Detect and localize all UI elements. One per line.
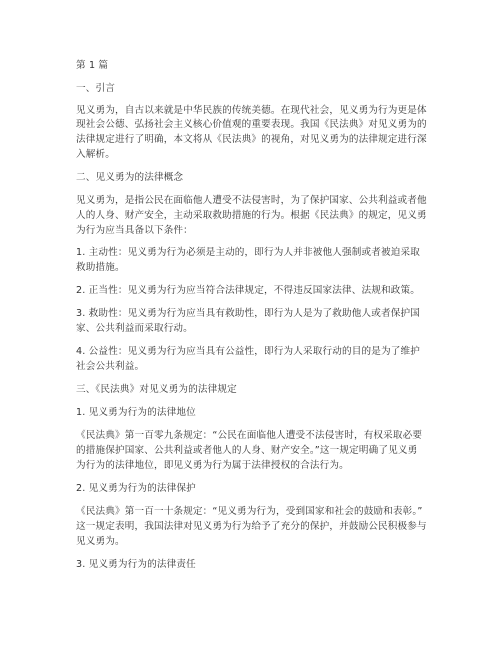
paragraph-line: 《民法典》第一百一十条规定：“见义勇为行为，受到国家和社会的鼓励和表彰。” — [76, 506, 423, 517]
subsection-heading: 1. 见义勇为行为的法律地位 — [76, 407, 196, 418]
paragraph-line: 这一规定表明，我国法律对见义勇为行为给予了充分的保护，并鼓励公民积极参与 — [76, 521, 427, 532]
section-heading: 二、见义勇为的法律概念 — [76, 172, 184, 183]
section-heading: 三、《民法典》对见义勇为的法律规定 — [76, 384, 237, 395]
paragraph-line: 的措施保护国家、公共利益或者他人的人身、财产安全。”这一规定明确了见义勇 — [76, 445, 418, 456]
subsection-heading: 2. 见义勇为行为的法律保护 — [76, 483, 196, 494]
list-item-continuation: 家、公共利益而采取行动。 — [76, 323, 193, 334]
paragraph-line: 见义勇为，是指公民在面临他人遭受不法侵害时，为了保护国家、公共利益或者他 — [76, 195, 427, 206]
page-label: 第 1 篇 — [76, 60, 109, 71]
paragraph-line: 入解析。 — [76, 149, 115, 160]
list-item: 2. 正当性：见义勇为行为应当符合法律规定，不得违反国家法律、法规和政策。 — [76, 285, 420, 296]
list-item: 1. 主动性：见义勇为行为必须是主动的，即行为人并非被他人强制或者被迫采取 — [76, 247, 420, 258]
paragraph-line: 法律规定进行了明确，本文将从《民法典》的视角，对见义勇为的法律规定进行深 — [76, 134, 427, 145]
list-item-continuation: 救助措施。 — [76, 262, 125, 273]
subsection-heading: 3. 见义勇为行为的法律责任 — [76, 559, 196, 570]
paragraph-line: 见义勇为，自古以来就是中华民族的传统美德。在现代社会，见义勇为行为更是体 — [76, 105, 427, 116]
paragraph-line: 见义勇为。 — [76, 536, 125, 547]
paragraph-line: 人的人身、财产安全，主动采取救助措施的行为。根据《民法典》的规定，见义勇 — [76, 210, 427, 221]
list-item: 4. 公益性：见义勇为行为应当具有公益性，即行为人采取行动的目的是为了维护 — [76, 346, 420, 357]
paragraph-line: 为行为应当具备以下条件： — [76, 225, 193, 236]
section-heading: 一、引言 — [76, 83, 115, 94]
list-item: 3. 救助性：见义勇为行为应当具有救助性，即行为人是为了救助他人或者保护国 — [76, 308, 420, 319]
paragraph-line: 现社会公德、弘扬社会主义核心价值观的重要表现。我国《民法典》对见义勇为的 — [76, 119, 427, 130]
paragraph-line: 《民法典》第一百零九条规定：“公民在面临他人遭受不法侵害时，有权采取必要 — [76, 430, 423, 441]
list-item-continuation: 社会公共利益。 — [76, 361, 145, 372]
paragraph-line: 为行为的法律地位，即见义勇为行为属于法律授权的合法行为。 — [76, 460, 349, 471]
